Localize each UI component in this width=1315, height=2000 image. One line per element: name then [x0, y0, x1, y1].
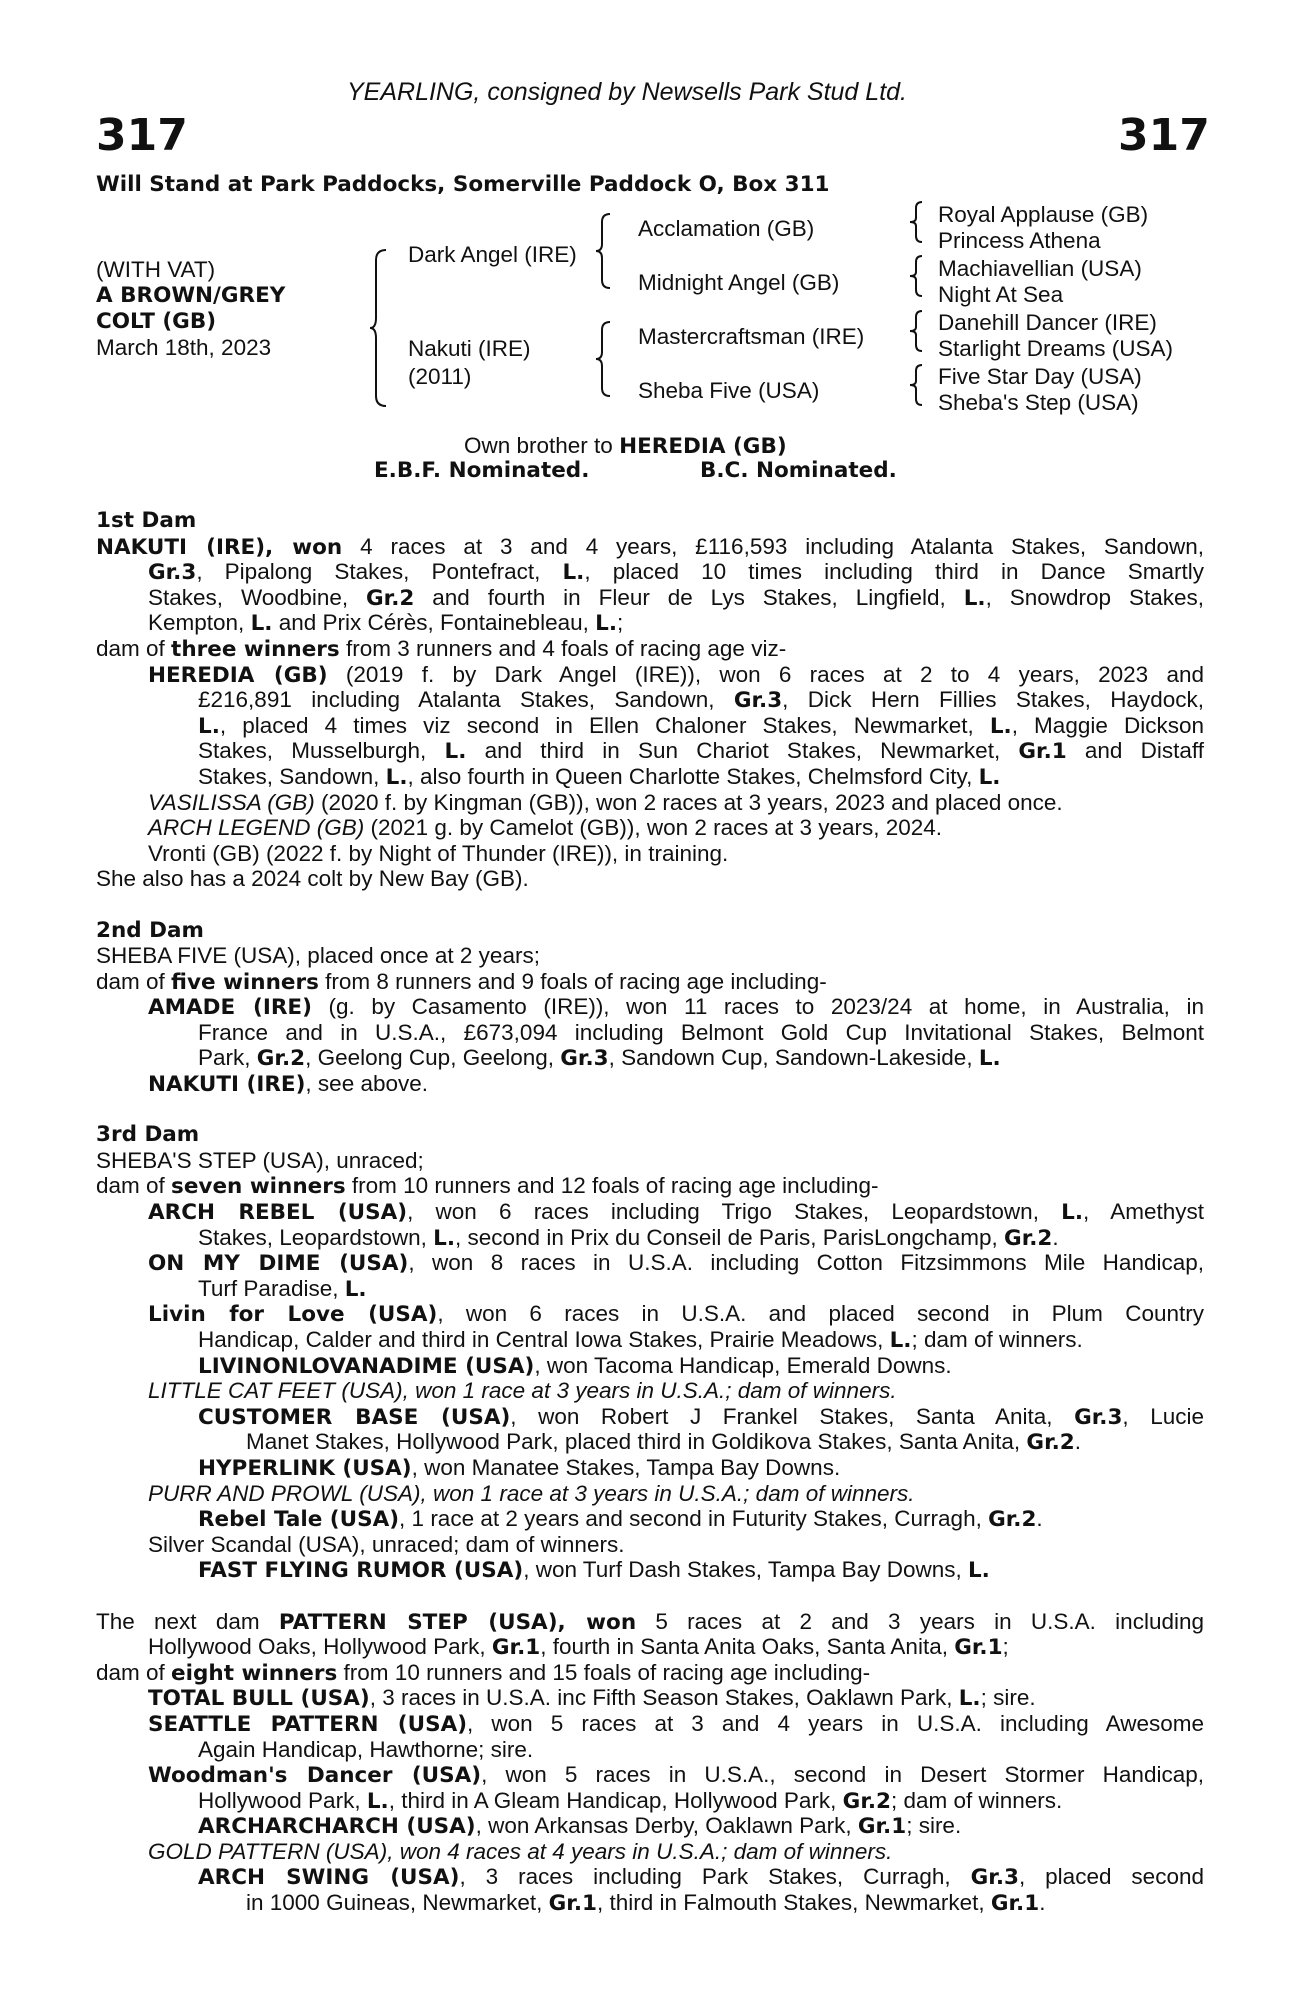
next-dam-line: Hollywood Oaks, Hollywood Park, Gr.1, fourth in Santa Anita Oaks, Santa Anita, Gr.1; — [148, 1634, 1009, 1661]
lot-number-right: 317 — [1118, 110, 1210, 161]
produce-entry: Turf Paradise, L. — [198, 1275, 367, 1302]
second-dam-line: SHEBA FIVE (USA), placed once at 2 years; — [96, 943, 540, 969]
foaling-date: March 18th, 2023 — [96, 335, 272, 360]
vat-note: (WITH VAT) — [96, 257, 216, 282]
first-dam-heading: 1st Dam — [96, 508, 197, 533]
pedigree-brace-sire — [594, 212, 614, 290]
produce-entry: Woodman's Dancer (USA), won 5 races in U.S.A., second in Desert Stormer Handicap, — [148, 1762, 1204, 1789]
produce-entry: L., placed 4 times viz second in Ellen Chaloner Stakes, Newmarket, L., Maggie Dickson — [198, 712, 1204, 739]
pedigree-dam-year: (2011) — [408, 364, 472, 389]
pedigree-brace-dd — [908, 363, 926, 407]
produce-entry: LIVINONLOVANADIME (USA), won Tacoma Handicap, Emerald Downs. — [198, 1352, 952, 1379]
pedigree-sdd: Night At Sea — [938, 282, 1064, 307]
first-dam-line: Stakes, Woodbine, Gr.2 and fourth in Fleur de Lys Stakes, Lingfield, L., Snowdrop Stakes, — [148, 584, 1205, 611]
pedigree-dss: Danehill Dancer (IRE) — [938, 310, 1157, 335]
produce-entry: HEREDIA (GB) (2019 f. by Dark Angel (IRE)), won 6 races at 2 to 4 years, 2023 and — [148, 661, 1204, 688]
produce-entry: ARCH REBEL (USA), won 6 races including Trigo Stakes, Leopardstown, L., Amethyst — [148, 1199, 1204, 1226]
produce-entry: Hollywood Park, L., third in A Gleam Handicap, Hollywood Park, Gr.2; dam of winners. — [198, 1787, 1063, 1814]
third-dam-line: dam of seven winners from 10 runners and 12 foals of racing age including- — [96, 1173, 879, 1200]
pedigree-ddd: Sheba's Step (USA) — [938, 390, 1139, 415]
second-dam-heading: 2nd Dam — [96, 917, 204, 943]
produce-entry: Vronti (GB) (2022 f. by Night of Thunder (IRE)), in training. — [148, 840, 729, 866]
produce-entry: Handicap, Calder and third in Central Iowa Stakes, Prairie Meadows, L.; dam of winners. — [198, 1327, 1083, 1353]
pedigree-brace-main — [368, 248, 390, 408]
produce-entry: Manet Stakes, Hollywood Park, placed third in Goldikova Stakes, Santa Anita, Gr.2. — [246, 1429, 1081, 1456]
produce-entry: TOTAL BULL (USA), 3 races in U.S.A. inc Fifth Season Stakes, Oaklawn Park, L.; sire. — [148, 1685, 1036, 1712]
produce-entry: Rebel Tale (USA), 1 race at 2 years and second in Futurity Stakes, Curragh, Gr.2. — [198, 1506, 1043, 1533]
pedigree-brace-dam — [594, 320, 614, 398]
produce-entry: LITTLE CAT FEET (USA), won 1 race at 3 years in U.S.A.; dam of winners. — [148, 1378, 897, 1404]
third-dam-heading: 3rd Dam — [96, 1122, 200, 1148]
pedigree-sire-dam: Midnight Angel (GB) — [638, 270, 840, 295]
pedigree-ssd: Princess Athena — [938, 228, 1101, 253]
pedigree-dds: Five Star Day (USA) — [938, 364, 1142, 389]
produce-entry: AMADE (IRE) (g. by Casamento (IRE)), won 11 races to 2023/24 at home, in Australia, in — [148, 994, 1204, 1021]
pedigree-brace-sd — [908, 254, 926, 298]
produce-entry: ARCH LEGEND (GB) (2021 g. by Camelot (GB)), won 2 races at 3 years, 2024. — [148, 815, 943, 841]
produce-entry: in 1000 Guineas, Newmarket, Gr.1, third in Falmouth Stakes, Newmarket, Gr.1. — [246, 1890, 1046, 1917]
horse-sex: COLT (GB) — [96, 309, 217, 334]
second-dam-line: dam of five winners from 8 runners and 9 foals of racing age including- — [96, 968, 827, 995]
pedigree-sire: Dark Angel (IRE) — [408, 242, 577, 267]
produce-entry: She also has a 2024 colt by New Bay (GB). — [96, 866, 529, 892]
produce-entry: Silver Scandal (USA), unraced; dam of winners. — [148, 1531, 625, 1557]
first-dam-line: NAKUTI (IRE), won 4 races at 3 and 4 years, £116,593 including Atalanta Stakes, Sandown, — [96, 533, 1205, 560]
pedigree-dam: Nakuti (IRE) — [408, 336, 531, 361]
stable-location: Will Stand at Park Paddocks, Somerville Paddock O, Box 311 — [96, 172, 830, 197]
pedigree-sire-sire: Acclamation (GB) — [638, 216, 815, 241]
pedigree-sss: Royal Applause (GB) — [938, 202, 1149, 227]
own-brother-note: Own brother to HEREDIA (GB) — [464, 433, 787, 459]
pedigree-dam-dam: Sheba Five (USA) — [638, 378, 820, 403]
next-dam-line: dam of eight winners from 10 runners and 15 foals of racing age including- — [96, 1659, 871, 1686]
produce-entry: ON MY DIME (USA), won 8 races in U.S.A. including Cotton Fitzsimmons Mile Handicap, — [148, 1250, 1204, 1277]
third-dam-line: SHEBA'S STEP (USA), unraced; — [96, 1147, 424, 1173]
produce-entry: ARCH SWING (USA), 3 races including Park Stakes, Curragh, Gr.3, placed second — [198, 1864, 1204, 1891]
produce-entry: GOLD PATTERN (USA), won 4 races at 4 years in U.S.A.; dam of winners. — [148, 1838, 893, 1864]
pedigree-dsd: Starlight Dreams (USA) — [938, 336, 1174, 361]
lot-number-left: 317 — [96, 110, 188, 161]
produce-entry: HYPERLINK (USA), won Manatee Stakes, Tampa Bay Downs. — [198, 1454, 841, 1481]
bc-nomination: B.C. Nominated. — [700, 458, 897, 483]
first-dam-line: Gr.3, Pipalong Stakes, Pontefract, L., placed 10 times including third in Dance Smartly — [148, 559, 1204, 586]
next-dam-line: The next dam PATTERN STEP (USA), won 5 races at 2 and 3 years in U.S.A. including — [96, 1608, 1204, 1635]
produce-entry: Stakes, Musselburgh, L. and third in Sun Chariot Stakes, Newmarket, Gr.1 and Distaff — [198, 738, 1204, 765]
produce-entry: SEATTLE PATTERN (USA), won 5 races at 3 and 4 years in U.S.A. including Awesome — [148, 1710, 1204, 1737]
produce-entry: Stakes, Leopardstown, L., second in Prix du Conseil de Paris, ParisLongchamp, Gr.2. — [198, 1224, 1059, 1251]
produce-entry: Stakes, Sandown, L., also fourth in Queen Charlotte Stakes, Chelmsford City, L. — [198, 763, 1001, 790]
produce-entry: VASILISSA (GB) (2020 f. by Kingman (GB)), won 2 races at 3 years, 2023 and placed once. — [148, 789, 1063, 815]
horse-colour: A BROWN/GREY — [96, 283, 286, 308]
first-dam-line: Kempton, L. and Prix Cérès, Fontainebleau, L.; — [148, 610, 624, 637]
pedigree-brace-ss — [908, 200, 926, 244]
pedigree-sds: Machiavellian (USA) — [938, 256, 1142, 281]
pedigree-brace-ds — [908, 309, 926, 353]
produce-entry: France and in U.S.A., £673,094 including Belmont Gold Cup Invitational Stakes, Belmont — [198, 1019, 1204, 1045]
produce-entry: ARCHARCHARCH (USA), won Arkansas Derby, Oaklawn Park, Gr.1; sire. — [198, 1813, 962, 1840]
produce-entry: Livin for Love (USA), won 6 races in U.S.A. and placed second in Plum Country — [148, 1301, 1204, 1328]
pedigree-dam-sire: Mastercraftsman (IRE) — [638, 324, 865, 349]
produce-entry: FAST FLYING RUMOR (USA), won Turf Dash Stakes, Tampa Bay Downs, L. — [198, 1557, 990, 1584]
produce-entry: Again Handicap, Hawthorne; sire. — [198, 1736, 534, 1762]
produce-entry: CUSTOMER BASE (USA), won Robert J Frankel Stakes, Santa Anita, Gr.3, Lucie — [198, 1403, 1204, 1430]
consignor-line: YEARLING, consigned by Newsells Park Stud Ltd. — [347, 78, 907, 106]
produce-entry: Park, Gr.2, Geelong Cup, Geelong, Gr.3, Sandown Cup, Sandown-Lakeside, L. — [198, 1045, 1001, 1072]
produce-entry: PURR AND PROWL (USA), won 1 race at 3 years in U.S.A.; dam of winners. — [148, 1480, 915, 1506]
pedigree-notes — [96, 508, 1204, 1916]
produce-entry: £216,891 including Atalanta Stakes, Sandown, Gr.3, Dick Hern Fillies Stakes, Haydock, — [198, 687, 1204, 714]
ebf-nomination: E.B.F. Nominated. — [374, 458, 590, 483]
produce-entry: NAKUTI (IRE), see above. — [148, 1071, 429, 1098]
first-dam-line: dam of three winners from 3 runners and 4 foals of racing age viz- — [96, 635, 787, 662]
